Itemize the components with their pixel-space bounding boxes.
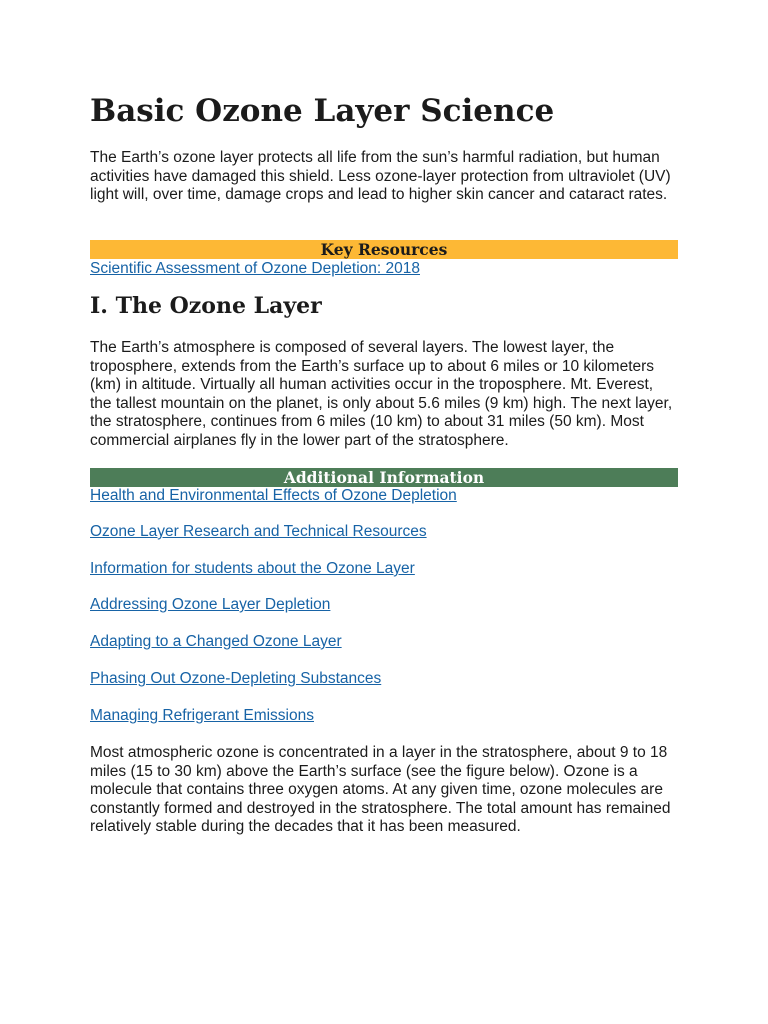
page-title: Basic Ozone Layer Science	[90, 93, 555, 129]
key-resources-heading: Key Resources	[90, 240, 678, 259]
section1-paragraph: The Earth’s atmosphere is composed of several layers. The lowest layer, the troposphere, extends from the Earth’s surface up to about 6 miles or 10 kilometers (km) in altitude. Virtually all human activities occur in the troposphere. Mt. Everest, the tallest mountain on the planet, is only about 5.6 miles (9 km) high. The next layer, the stratosphere, continues from 6 miles (10 km) to about 31 miles (50 km). Most commercial airplanes fly in the lower part of the stratosphere.	[90, 339, 673, 449]
link-health-effects[interactable]: Health and Environmental Effects of Ozone Depletion	[90, 487, 457, 504]
link-adapting[interactable]: Adapting to a Changed Ozone Layer	[90, 633, 342, 650]
additional-information-heading: Additional Information	[90, 468, 678, 487]
intro-paragraph: The Earth’s ozone layer protects all life from the sun’s harmful radiation, but human activities have damaged this shield. Less ozone-layer protection from ultraviolet (UV) light will, over time, damage crops and lead to higher skin cancer and cataract rates.	[90, 149, 671, 203]
link-students-info[interactable]: Information for students about the Ozone Layer	[90, 560, 415, 577]
link-refrigerant-emissions[interactable]: Managing Refrigerant Emissions	[90, 707, 314, 724]
section-heading-ozone-layer: I. The Ozone Layer	[90, 293, 322, 319]
link-scientific-assessment[interactable]: Scientific Assessment of Ozone Depletion: 2018	[90, 260, 420, 277]
link-phasing-out[interactable]: Phasing Out Ozone-Depleting Substances	[90, 670, 382, 687]
link-research-resources[interactable]: Ozone Layer Research and Technical Resources	[90, 523, 427, 540]
link-addressing-depletion[interactable]: Addressing Ozone Layer Depletion	[90, 596, 331, 613]
closing-paragraph: Most atmospheric ozone is concentrated in a layer in the stratosphere, about 9 to 18 miles (15 to 30 km) above the Earth’s surface (see the figure below). Ozone is a molecule that contains three oxygen atoms. At any given time, ozone molecules are constantly formed and destroyed in the stratosphere. The total amount has remained relatively stable during the decades that it has been measured.	[90, 744, 671, 835]
